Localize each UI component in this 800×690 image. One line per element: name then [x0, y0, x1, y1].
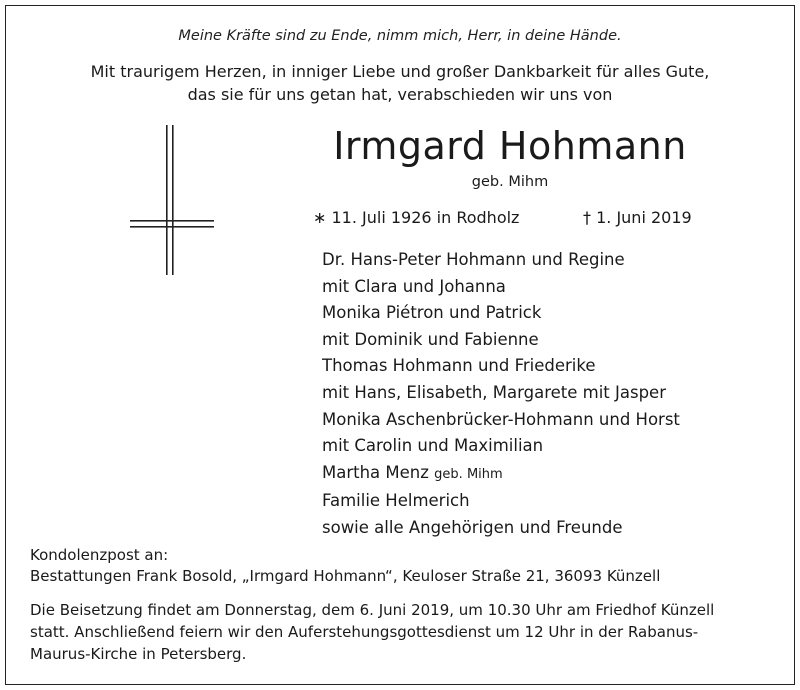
mourner-item: mit Carolin und Maximilian	[322, 436, 544, 456]
maiden-name: geb. Mihm	[471, 174, 549, 190]
funeral-line: Maurus-Kirche in Petersberg.	[30, 645, 247, 663]
birth-date: ∗ 11. Juli 1926 in Rodholz	[313, 208, 520, 227]
mourner-item: Dr. Hans-Peter Hohmann und Regine	[322, 250, 625, 269]
mourner-item: mit Hans, Elisabeth, Margarete mit Jasper	[322, 382, 666, 402]
funeral-notice	[30, 599, 772, 665]
mourner-item: Thomas Hohmann und Friederike	[322, 356, 596, 376]
mourner-item: mit Dominik und Fabienne	[322, 329, 539, 349]
condolence-label: Kondolenzpost an:	[30, 546, 169, 564]
funeral-line: Die Beisetzung findet am Donnerstag, dem 6. Juni 2019, um 10.30 Uhr am Friedhof Künzell	[30, 601, 715, 619]
condolence-address	[30, 545, 660, 587]
motto: Meine Kräfte sind zu Ende, nimm mich, Herr, in deine Hände.	[178, 28, 622, 44]
death-date: † 1. Juni 2019	[583, 208, 692, 227]
mourner-item: sowie alle Angehörigen und Freunde	[322, 517, 623, 537]
intro-line: Mit traurigem Herzen, in inniger Liebe und großer Dankbarkeit für alles Gute,	[90, 62, 710, 81]
condolence-address-line: Bestattungen Frank Bosold, „Irmgard Hohmann“, Keuloser Straße 21, 36093 Künzell	[30, 567, 661, 585]
mourner-item: Monika Piétron und Patrick	[322, 303, 542, 323]
mourner-item: mit Clara und Johanna	[322, 276, 506, 296]
intro-text	[0, 60, 800, 106]
deceased-name: Irmgard Hohmann	[333, 124, 687, 168]
mourner-item: Martha Menz geb. Mihm	[322, 462, 503, 482]
cross-icon	[130, 125, 220, 275]
mourner-note: geb. Mihm	[434, 466, 503, 482]
intro-line: das sie für uns getan hat, verabschieden wir uns von	[187, 85, 613, 104]
mourners-list	[322, 247, 680, 542]
funeral-line: statt. Anschließend feiern wir den Auferstehungsgottesdienst um 12 Uhr in der Rabanus-	[30, 623, 699, 641]
mourner-item: Monika Aschenbrücker-Hohmann und Horst	[322, 409, 680, 429]
mourner-item: Familie Helmerich	[322, 491, 470, 511]
